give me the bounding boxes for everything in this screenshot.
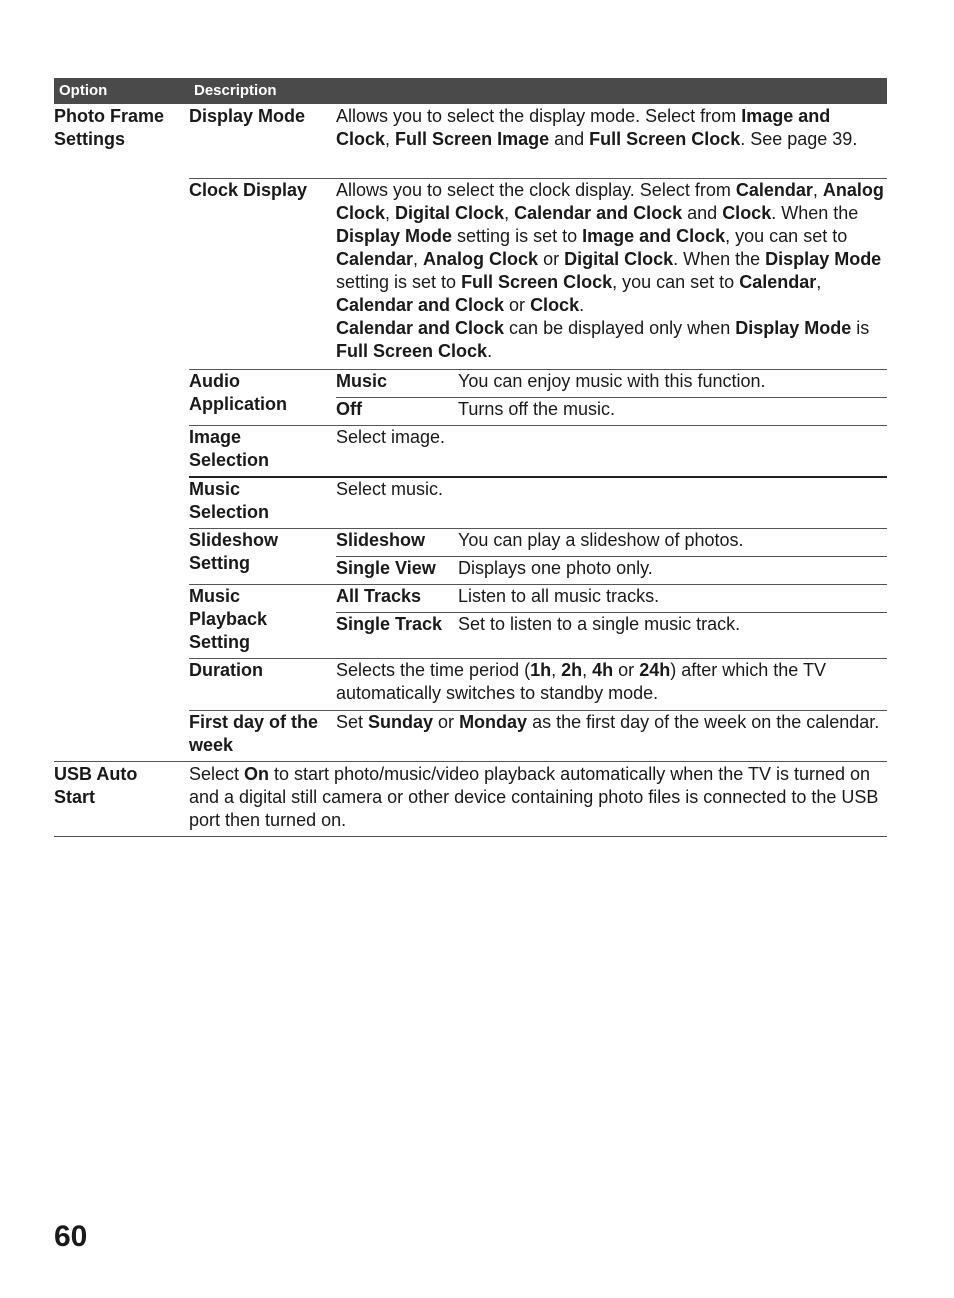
- page-number: 60: [54, 1220, 88, 1253]
- label-first-day-of-week: First day of the week: [189, 712, 319, 755]
- group-usb-auto-start: USB Auto Start: [54, 764, 138, 807]
- label-clock-display: Clock Display: [189, 180, 308, 200]
- desc-image-selection: Select image.: [336, 427, 446, 447]
- settings-table: [54, 78, 887, 830]
- row-clock-display: [189, 179, 887, 369]
- option-single-track-name: Single Track: [336, 614, 443, 634]
- row-image-selection: [189, 426, 887, 476]
- desc-duration: Selects the time period (1h, 2h, 4h or 24h) after which the TV automatically switches to standby mode.: [336, 660, 826, 703]
- label-music-playback-setting: Music Playback Setting: [189, 586, 268, 652]
- row-first-day-of-week: [189, 711, 887, 761]
- divider: [54, 836, 887, 837]
- option-music-name: Music: [336, 371, 388, 391]
- row-audio-application: [189, 370, 887, 426]
- divider: [336, 397, 887, 398]
- divider: [336, 612, 887, 613]
- row-display-mode: [189, 105, 887, 177]
- desc-usb-auto-start: Select On to start photo/music/video playback automatically when the TV is turned on and a digital still camera or other device containing photo files is connected to the USB port then turned on.: [189, 764, 879, 830]
- option-off-desc: Turns off the music.: [458, 399, 616, 419]
- option-slideshow-desc: You can play a slideshow of photos.: [458, 530, 744, 550]
- header-option: Option: [59, 82, 108, 99]
- table-header: [54, 78, 887, 104]
- row-music-selection: [189, 478, 887, 528]
- option-off-name: Off: [336, 399, 362, 419]
- option-music-desc: You can enjoy music with this function.: [458, 371, 766, 391]
- label-image-selection: Image Selection: [189, 427, 270, 470]
- desc-music-selection: Select music.: [336, 479, 444, 499]
- label-music-selection: Music Selection: [189, 479, 270, 522]
- row-slideshow-setting: [189, 529, 887, 585]
- divider: [336, 556, 887, 557]
- divider: [54, 761, 887, 762]
- label-audio-application: Audio Application: [189, 371, 287, 414]
- option-slideshow-name: Slideshow: [336, 530, 426, 550]
- label-duration: Duration: [189, 660, 263, 680]
- desc-clock-display: Allows you to select the clock display. Select from Calendar, Analog Clock, Digital Clock, Calendar and Clock and Clock. When the Display Mode setting is set to Image and Clock, you can set to Calendar, Analog Clock or Digital Clock. When the Display Mode setting is set to Full Screen Clock, you can set to Calendar, Calendar and Clock or Clock. Calendar and Clock can be displayed only when Display Mode is Full Screen Clock.: [336, 180, 884, 361]
- desc-display-mode: Allows you to select the display mode. Select from Image and Clock, Full Screen Image and Full Screen Clock. See page 39.: [336, 106, 858, 149]
- row-music-playback-setting: [189, 585, 887, 659]
- option-single-track-desc: Set to listen to a single music track.: [458, 614, 741, 634]
- option-all-tracks-name: All Tracks: [336, 586, 422, 606]
- group-photo-frame-settings: Photo Frame Settings: [54, 106, 165, 149]
- option-single-view-desc: Displays one photo only.: [458, 558, 653, 578]
- label-slideshow-setting: Slideshow Setting: [189, 530, 279, 573]
- option-single-view-name: Single View: [336, 558, 436, 578]
- row-usb-auto-start: [54, 763, 887, 835]
- desc-first-day-of-week: Set Sunday or Monday as the first day of the week on the calendar.: [336, 712, 880, 732]
- option-all-tracks-desc: Listen to all music tracks.: [458, 586, 660, 606]
- header-description: Description: [194, 82, 277, 99]
- label-display-mode: Display Mode: [189, 106, 306, 126]
- row-duration: [189, 659, 887, 709]
